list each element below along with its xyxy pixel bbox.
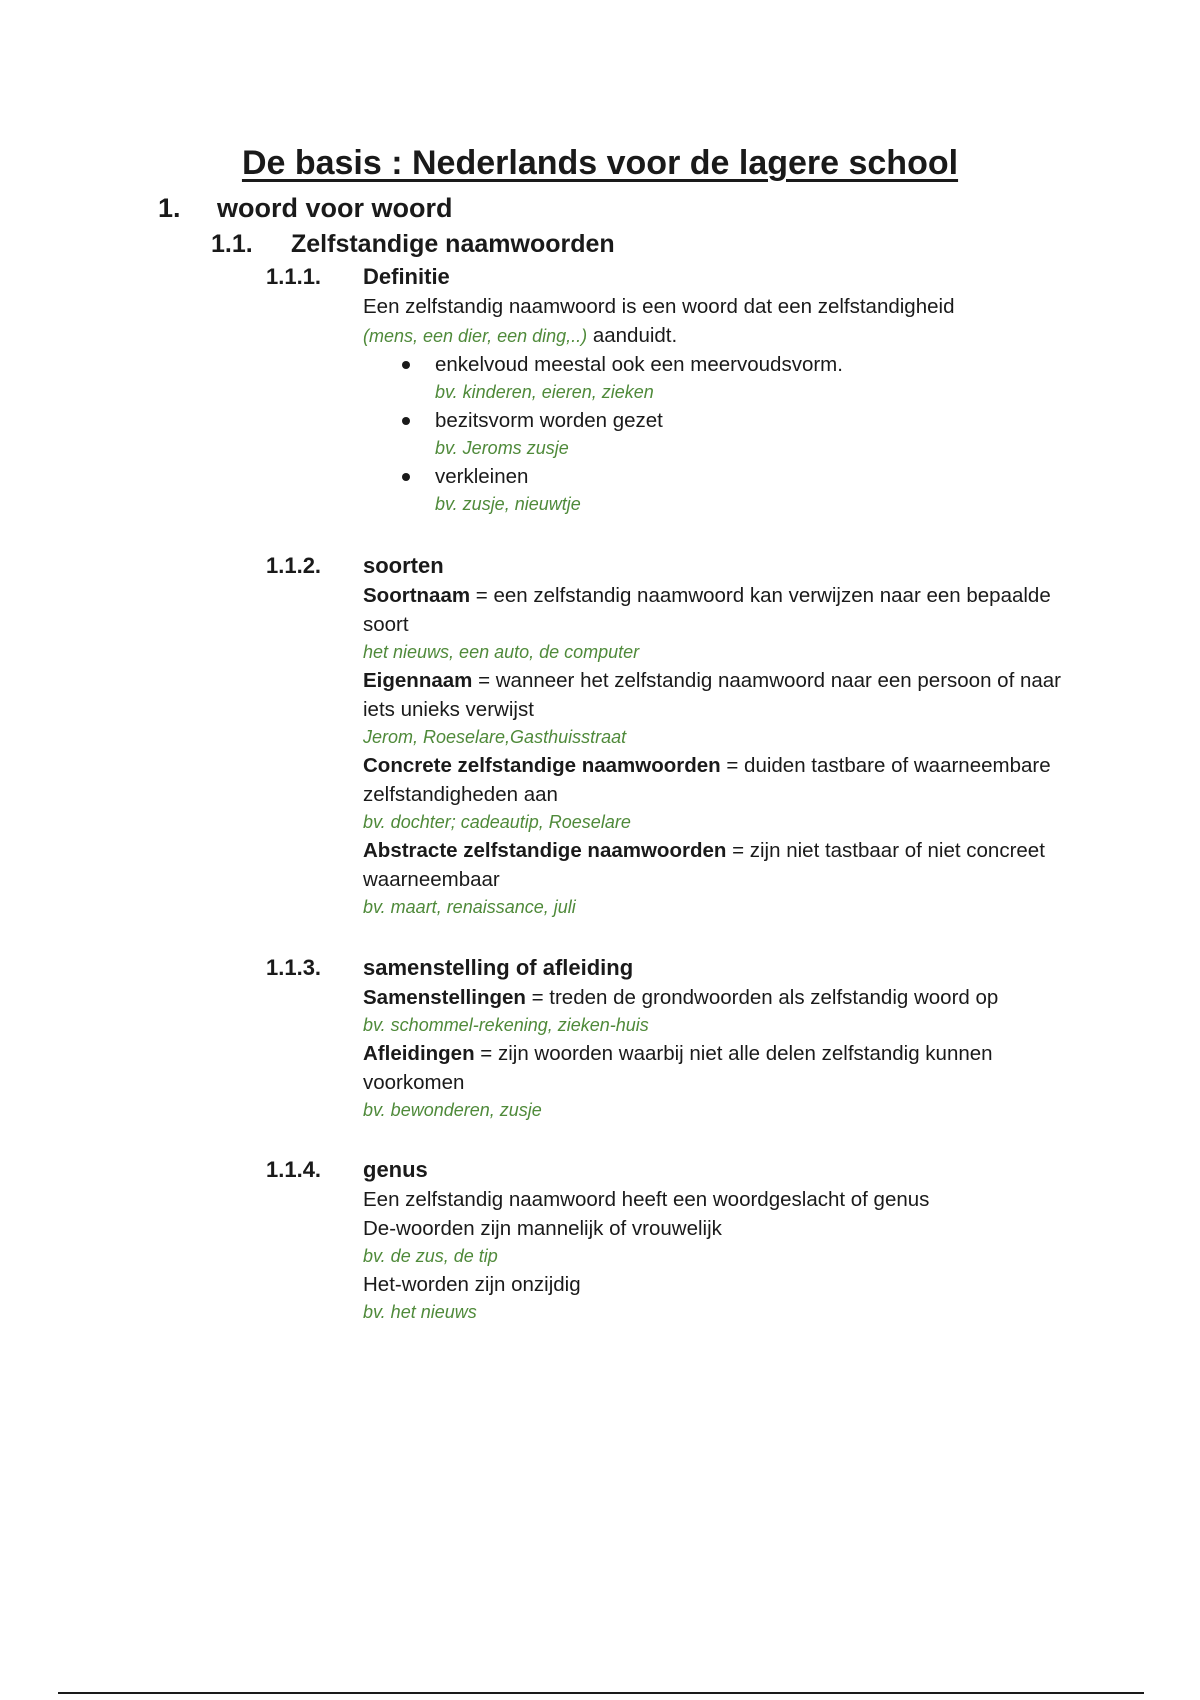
subsection-heading	[266, 262, 1066, 292]
example-text: bv. zusje, nieuwtje	[435, 494, 581, 514]
term: Abstracte zelfstandige naamwoorden	[363, 839, 727, 862]
definition: = wanneer het zelfstandig naamwoord naar een persoon of naar iets unieks verwijst	[363, 669, 1061, 721]
subsection-heading	[266, 551, 1066, 581]
chapter-title: woord voor woord	[217, 193, 453, 223]
term: Afleidingen	[363, 1042, 475, 1065]
definition: = zijn niet tastbaar of niet concreet waarneembaar	[363, 839, 1045, 891]
example-text: Jerom, Roeselare,Gasthuisstraat	[363, 727, 627, 747]
subsection-title: samenstelling of afleiding	[363, 955, 634, 980]
footer-divider	[58, 1692, 1144, 1694]
term-definition	[363, 751, 1063, 809]
genus-text: Een zelfstandig naamwoord heeft een woordgeslacht of genus	[363, 1188, 930, 1211]
section-title: Zelfstandige naamwoorden	[291, 230, 615, 258]
list-item-text: bezitsvorm worden gezet	[435, 409, 663, 432]
term-definition	[363, 666, 1063, 724]
list-item	[402, 406, 1063, 462]
example-text: bv. Jeroms zusje	[435, 438, 569, 458]
bullet-list	[402, 350, 1063, 518]
genus-text: De-woorden zijn mannelijk of vrouwelijk	[363, 1217, 722, 1240]
subsection-heading	[266, 1155, 1066, 1185]
term-definition	[363, 836, 1063, 894]
subsection-genus	[266, 1155, 1066, 1326]
subsection-number: 1.1.2.	[266, 553, 322, 578]
example-text: bv. schommel-rekening, zieken-huis	[363, 1015, 649, 1035]
bullet-icon	[402, 361, 410, 369]
list-item	[402, 350, 1063, 406]
chapter-number: 1.	[158, 193, 181, 223]
example-text: bv. kinderen, eieren, zieken	[435, 382, 654, 402]
genus-text: Het-worden zijn onzijdig	[363, 1273, 581, 1296]
bullet-icon	[402, 473, 410, 481]
subsection-number: 1.1.1.	[266, 264, 322, 289]
term: Samenstellingen	[363, 986, 526, 1009]
list-item-text: enkelvoud meestal ook een meervoudsvorm.	[435, 353, 843, 376]
term-definition	[363, 1039, 1083, 1097]
subsection-definitie	[266, 262, 1066, 518]
term: Soortnaam	[363, 584, 471, 607]
subsection-samenstelling	[266, 953, 1066, 1124]
list-item	[402, 462, 1063, 518]
definition: = treden de grondwoorden als zelfstandig woord op	[525, 986, 999, 1009]
example-text: bv. het nieuws	[363, 1302, 477, 1322]
subsection-soorten	[266, 551, 1066, 921]
example-text: het nieuws, een auto, de computer	[363, 642, 640, 662]
subsection-heading	[266, 953, 1066, 983]
list-item-text: verkleinen	[435, 465, 529, 488]
bullet-icon	[402, 417, 410, 425]
term-definition	[363, 983, 1083, 1012]
example-text: bv. maart, renaissance, juli	[363, 897, 576, 917]
example-text: bv. de zus, de tip	[363, 1246, 498, 1266]
definition-tail: aanduidt.	[587, 324, 678, 347]
example-text: bv. dochter; cadeautip, Roeselare	[363, 812, 631, 832]
definition-continued	[363, 321, 1063, 350]
section-number: 1.1.	[211, 230, 253, 258]
term-definition	[363, 581, 1063, 639]
subsection-title: Definitie	[363, 264, 450, 289]
subsection-number: 1.1.4.	[266, 1157, 322, 1182]
definition-text: Een zelfstandig naamwoord is een woord dat een zelfstandigheid	[363, 295, 955, 318]
document-title: De basis : Nederlands voor de lagere school	[241, 144, 959, 182]
subsection-title: genus	[363, 1157, 428, 1182]
definition: = zijn woorden waarbij niet alle delen zelfstandig kunnen voorkomen	[363, 1042, 993, 1094]
example-text: (mens, een dier, een ding,..)	[363, 326, 588, 346]
term: Concrete zelfstandige naamwoorden	[363, 754, 721, 777]
subsection-number: 1.1.3.	[266, 955, 322, 980]
definition: = duiden tastbare of waarneembare zelfstandigheden aan	[363, 754, 1051, 806]
definition: = een zelfstandig naamwoord kan verwijzen naar een bepaalde soort	[363, 584, 1051, 636]
subsection-title: soorten	[363, 553, 444, 578]
term: Eigennaam	[363, 669, 473, 692]
example-text: bv. bewonderen, zusje	[363, 1100, 542, 1120]
